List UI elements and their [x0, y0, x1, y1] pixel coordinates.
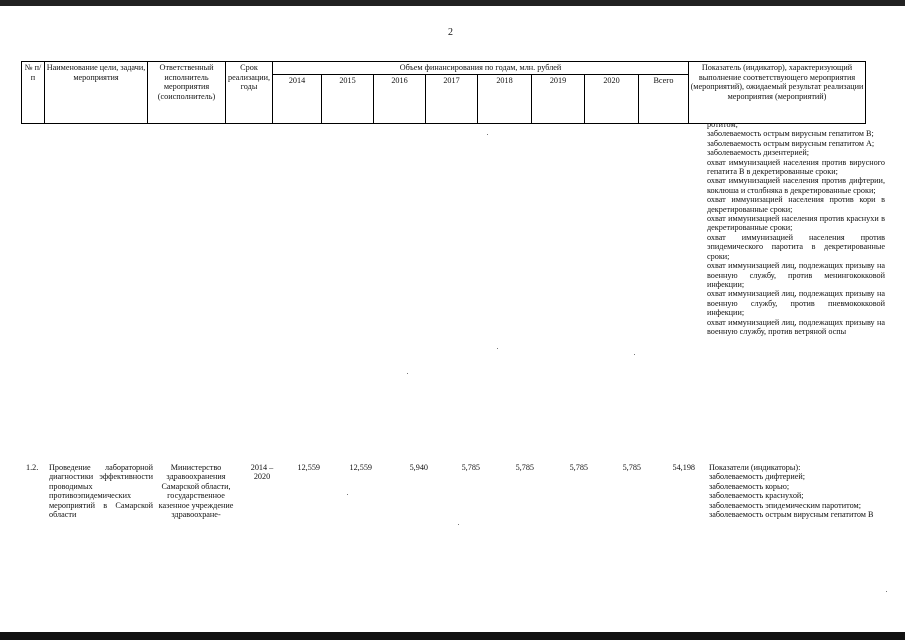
indicator-line: охват иммунизацией населения против вирусного гепатита В в декретированные сроки;: [707, 157, 885, 177]
indicator-line: охват иммунизацией населения против эпидемического паротита в декретированные сроки;: [707, 232, 885, 261]
value-2019: 5,785: [569, 463, 588, 472]
top-scan-border: [0, 0, 905, 6]
continuation-indicators: [707, 120, 885, 336]
header-year: 2014: [273, 74, 322, 123]
indicator-line: заболеваемость дизентерией;: [707, 148, 810, 158]
indicator-line: заболеваемость дифтерией;: [709, 472, 806, 482]
header-term: Срок реализации, годы: [226, 62, 273, 124]
value-2020: 5,785: [622, 463, 641, 472]
indicator-line: заболеваемость острым вирусным гепатитом B: [709, 510, 874, 520]
scan-speck: [497, 348, 498, 349]
value-2017: 5,785: [461, 463, 480, 472]
header-year: 2020: [585, 74, 639, 123]
scan-speck: [347, 494, 348, 495]
indicator-line: заболеваемость корью;: [709, 481, 790, 491]
indicator-line: заболеваемость краснухой;: [709, 491, 804, 501]
row-1-2-number: 1.2.: [26, 463, 39, 472]
indicator-line: заболеваемость эпидемическим паротитом;: [709, 500, 861, 510]
row-1-2-indicators: [709, 463, 885, 519]
header-year: 2019: [532, 74, 585, 123]
scan-speck: [634, 354, 635, 355]
table-header: [21, 61, 866, 124]
bottom-scan-border: [0, 632, 905, 640]
value-2018: 5,785: [515, 463, 534, 472]
header-year: 2015: [322, 74, 374, 123]
indicator-line: охват иммунизацией лиц, подлежащих призыву на военную службу, против ветряной оспы: [707, 317, 885, 336]
indicator-line: охват иммунизацией населения против дифтерии, коклюша и столбняка в декретированные сроки;: [707, 176, 885, 195]
indicator-line: охват иммунизацией лиц, подлежащих призыву на военную службу, против менингококковой инфекции;: [707, 261, 885, 289]
indicator-line: ротитом;: [707, 120, 738, 129]
value-2015: 12,559: [349, 463, 372, 472]
value-2014: 12,559: [297, 463, 320, 472]
header-year: 2018: [478, 74, 532, 123]
header-year: 2016: [374, 74, 426, 123]
row-1-2-responsible: Министерство здравоохранения Самарской области, государственное казенное учреждение здравоохране-: [158, 463, 234, 520]
header-total: Всего: [639, 74, 689, 123]
value-total: 54,198: [672, 463, 695, 472]
indicator-line: охват иммунизацией населения против кори в декретированные сроки;: [707, 195, 885, 214]
scan-speck: [886, 591, 887, 592]
header-indicator: Показатель (индикатор), характеризующий выполнение соответствующего мероприятия (мероприятий), ожидаемый результат реализации мероприятия (мероприятий): [689, 62, 866, 124]
indicator-line: охват иммунизацией лиц, подлежащих призыву на военную службу, против пневмококковой инфекции;: [707, 289, 885, 318]
header-name: Наименование цели, задачи, мероприятия: [45, 62, 148, 124]
scan-speck: [487, 134, 488, 135]
indicator-line: заболеваемость острым вирусным гепатитом B;: [707, 129, 874, 139]
scan-speck: [458, 524, 459, 525]
header-year: 2017: [426, 74, 478, 123]
indicator-line: заболеваемость острым вирусным гепатитом А;: [707, 138, 875, 148]
row-1-2-term: 2014 – 2020: [250, 463, 274, 482]
header-funding-title: Объем финансирования по годам, млн. рублей: [273, 62, 689, 75]
indicator-line: охват иммунизацией населения против краснухи в декретированные сроки;: [707, 214, 885, 233]
page-number: 2: [448, 27, 453, 38]
row-1-2-name: Проведение лабораторной диагностики эффективности проводимых противоэпидемических мероприятий в Самарской области: [49, 463, 153, 520]
header-num: № п/п: [22, 62, 45, 124]
value-2016: 5,940: [409, 463, 428, 472]
scan-speck: [407, 373, 408, 374]
indicator-line: Показатели (индикаторы):: [709, 463, 801, 472]
header-responsible: Ответственный исполнитель мероприятия (соисполнитель): [148, 62, 226, 124]
